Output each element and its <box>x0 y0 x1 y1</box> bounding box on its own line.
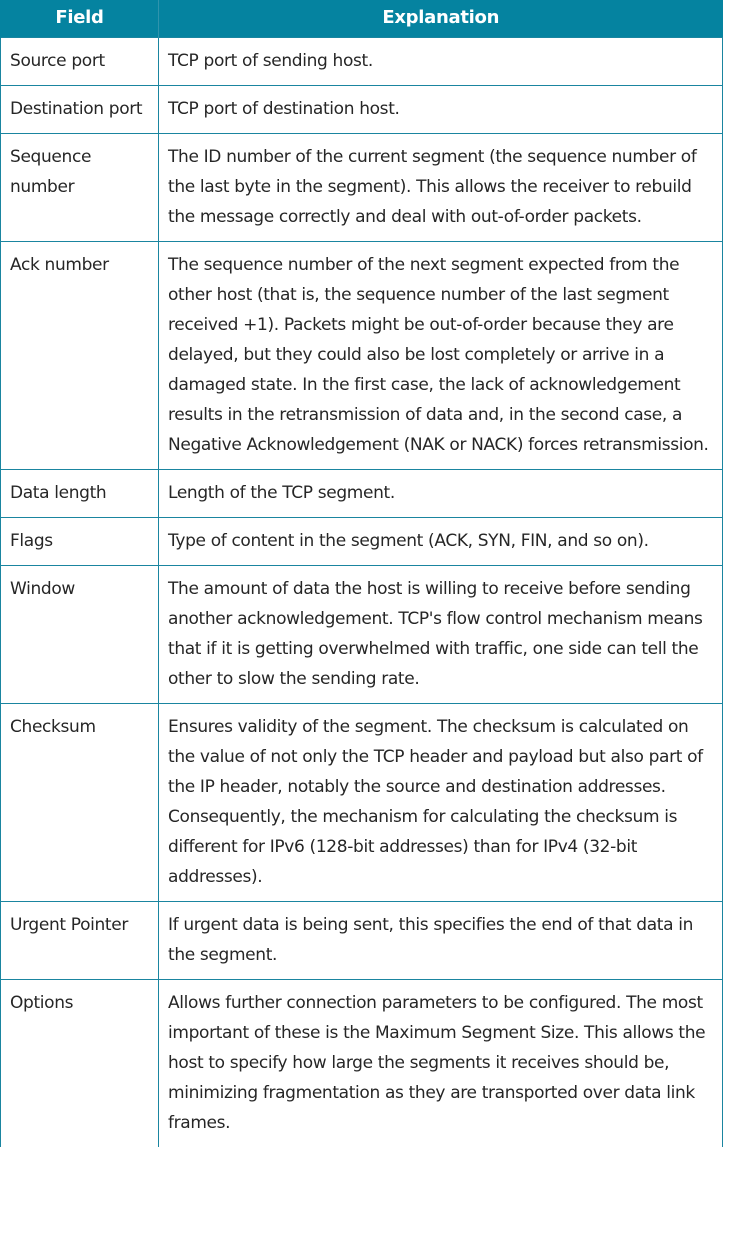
explanation-cell: Length of the TCP segment. <box>159 470 723 518</box>
field-name-cell: Destination port <box>1 86 159 134</box>
field-column-header: Field <box>1 0 159 38</box>
explanation-cell: If urgent data is being sent, this specifies the end of that data in the segment. <box>159 902 723 980</box>
field-name-cell: Data length <box>1 470 159 518</box>
table-row <box>1 566 723 704</box>
table-row <box>1 86 723 134</box>
table-row <box>1 242 723 470</box>
table-row <box>1 38 723 86</box>
field-name-cell: Flags <box>1 518 159 566</box>
field-name-cell: Window <box>1 566 159 704</box>
field-name-cell: Ack number <box>1 242 159 470</box>
table-row <box>1 902 723 980</box>
table-row <box>1 704 723 902</box>
table-row <box>1 518 723 566</box>
table-row <box>1 980 723 1148</box>
explanation-cell: The ID number of the current segment (the sequence number of the last byte in the segment). This allows the receiver to rebuild the message correctly and deal with out-of-order packets. <box>159 134 723 242</box>
field-name-cell: Checksum <box>1 704 159 902</box>
field-name-cell: Sequence number <box>1 134 159 242</box>
table-row <box>1 470 723 518</box>
explanation-cell: Type of content in the segment (ACK, SYN, FIN, and so on). <box>159 518 723 566</box>
explanation-cell: TCP port of sending host. <box>159 38 723 86</box>
field-name-cell: Source port <box>1 38 159 86</box>
field-name-cell: Options <box>1 980 159 1148</box>
field-name-cell: Urgent Pointer <box>1 902 159 980</box>
explanation-cell: TCP port of destination host. <box>159 86 723 134</box>
table-row <box>1 134 723 242</box>
explanation-cell: Allows further connection parameters to be configured. The most important of these is the Maximum Segment Size. This allows the host to specify how large the segments it receives should be, minimizing fragmentation as they are transported over data link frames. <box>159 980 723 1148</box>
explanation-cell: The amount of data the host is willing to receive before sending another acknowledgement. TCP's flow control mechanism means that if it is getting overwhelmed with traffic, one side can tell the other to slow the sending rate. <box>159 566 723 704</box>
explanation-cell: Ensures validity of the segment. The checksum is calculated on the value of not only the TCP header and payload but also part of the IP header, notably the source and destination addresses. Consequently, the mechanism for calculating the checksum is different for IPv6 (128-bit addresses) than for IPv4 (32-bit addresses). <box>159 704 723 902</box>
table-header-row <box>1 0 723 38</box>
explanation-column-header: Explanation <box>159 0 723 38</box>
explanation-cell: The sequence number of the next segment expected from the other host (that is, the sequence number of the last segment received +1). Packets might be out-of-order because they are delayed, but they could also be lost completely or arrive in a damaged state. In the first case, the lack of acknowledgement results in the retransmission of data and, in the second case, a Negative Acknowledgement (NAK or NACK) forces retransmission. <box>159 242 723 470</box>
